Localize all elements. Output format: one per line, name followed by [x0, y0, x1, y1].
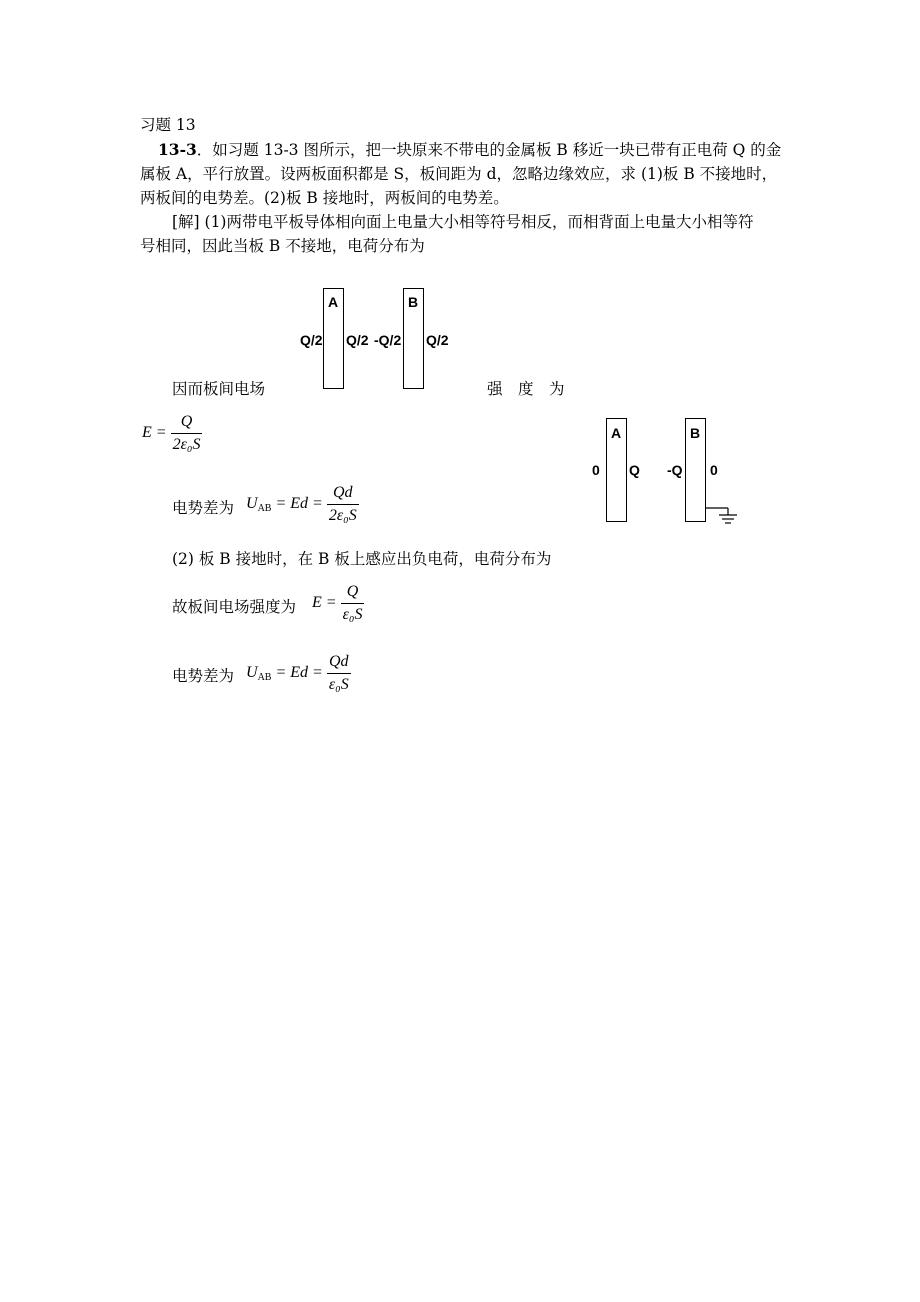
plate-a-left-charge: Q/2 [300, 332, 323, 348]
fraction-denominator: ε₀S [342, 606, 363, 623]
plate-a-right-charge: Q/2 [346, 332, 369, 348]
problem-number: 13-3 [158, 140, 197, 159]
solution-line-2: 号相同，因此当板 B 不接地，电荷分布为 [140, 237, 425, 255]
problem-line-1 [158, 140, 781, 160]
equation-lhs: E = [312, 594, 337, 612]
equation-middle: = Ed = [275, 664, 323, 682]
solution-line-1: [解] (1)两带电平板导体相向面上电量大小相等符号相反，而相背面上电量大小相等符 [172, 213, 754, 231]
fraction-numerator: Qd [327, 653, 351, 674]
potential-subscript: AB [257, 672, 272, 684]
fraction-numerator: Q [341, 583, 365, 604]
fraction [171, 413, 203, 454]
problem-line-2: 属板 A，平行放置。设两板面积都是 S，板间距为 d，忽略边缘效应，求 (1)板 B 不接地时， [140, 165, 778, 183]
plate-b-left-charge: -Q [667, 462, 683, 478]
potential-symbol: U [246, 664, 258, 682]
fraction [341, 583, 365, 624]
section-title: 习题 13 [140, 116, 196, 134]
problem-line-1-text: ．如习题 13-3 图所示，把一块原来不带电的金属板 B 移近一块已带有正电荷 Q 的金 [196, 141, 782, 159]
fraction-denominator: 2ε₀S [328, 507, 357, 524]
plate-b-label: B [408, 294, 419, 310]
field-text-left: 因而板间电场 [172, 380, 266, 398]
potential-subscript: AB [257, 503, 272, 515]
potential-label-1: 电势差为 [172, 499, 235, 517]
equation-lhs: E = [142, 424, 167, 442]
fraction [327, 484, 359, 525]
fraction-denominator: ε₀S [328, 676, 349, 693]
ground-symbol-icon [704, 500, 744, 530]
plate-b-label: B [690, 425, 701, 441]
plate-a-label: A [328, 294, 339, 310]
plate-b-right-charge: 0 [710, 462, 718, 478]
plate-a-left-charge: 0 [592, 462, 600, 478]
equation-potential-1 [246, 484, 359, 525]
plate-a-right-charge: Q [629, 462, 640, 478]
field-text-right: 强 度 为 [487, 380, 565, 398]
field-2-label: 故板间电场强度为 [172, 598, 297, 616]
fraction-denominator: 2ε₀S [172, 436, 201, 453]
equation-field-2 [312, 583, 364, 624]
equation-potential-2 [246, 653, 351, 694]
plate-b-right-charge: Q/2 [426, 332, 449, 348]
equation-field-1 [142, 413, 202, 454]
equation-middle: = Ed = [275, 495, 323, 513]
fraction-numerator: Qd [327, 484, 359, 505]
potential-label-2: 电势差为 [172, 667, 235, 685]
part-2-text: (2) 板 B 接地时，在 B 板上感应出负电荷，电荷分布为 [172, 550, 552, 568]
fraction-numerator: Q [171, 413, 203, 434]
fraction [327, 653, 351, 694]
plate-a-label: A [611, 425, 622, 441]
problem-line-3: 两板间的电势差。(2)板 B 接地时，两板间的电势差。 [140, 189, 509, 207]
plate-b-left-charge: -Q/2 [374, 332, 402, 348]
potential-symbol: U [246, 495, 258, 513]
